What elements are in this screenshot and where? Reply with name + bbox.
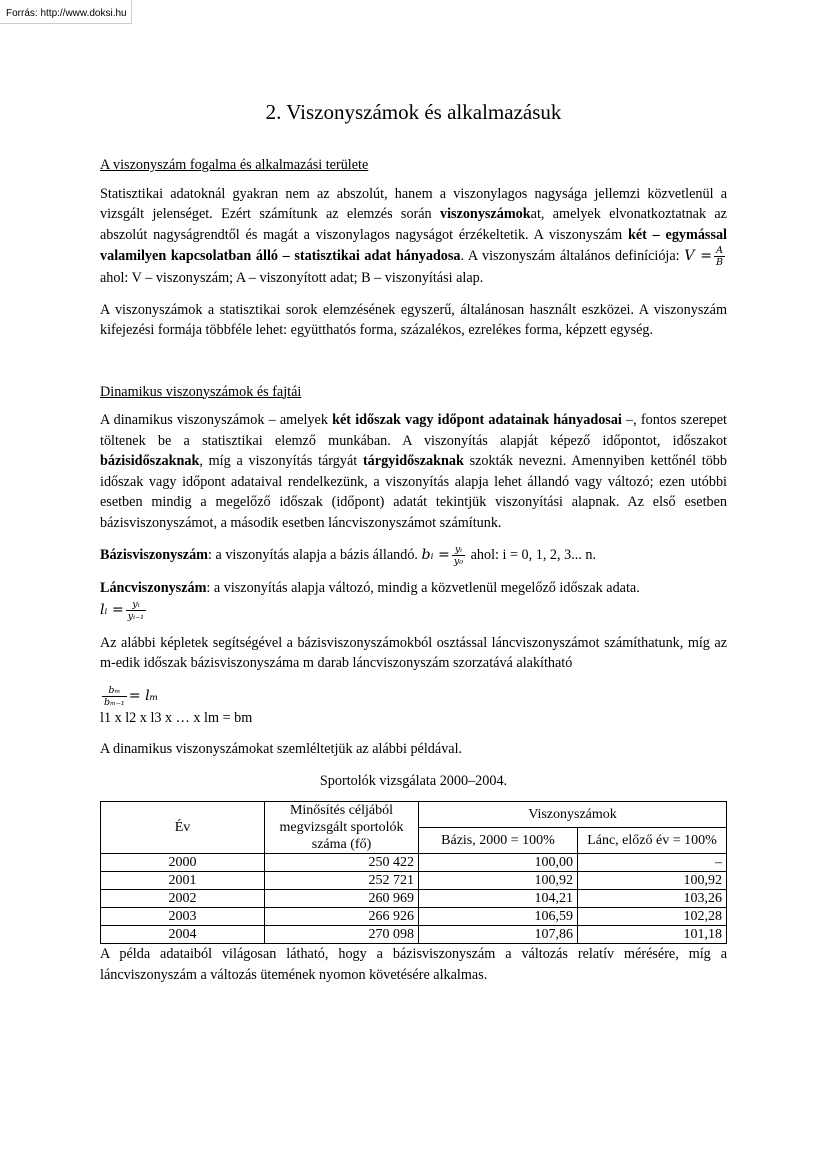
table-header-row	[101, 802, 727, 828]
text-run: : a viszonyítás alapja változó, mindig a közvetlenül megelőző időszak adata.	[206, 580, 640, 596]
cell-chain: –	[578, 854, 727, 872]
bold-term: viszonyszámok	[439, 206, 531, 222]
data-table	[100, 801, 727, 944]
text-run: . A viszonyszám általános definíciója:	[460, 247, 685, 264]
cell-chain: 101,18	[578, 926, 727, 944]
numerator: yᵢ	[452, 544, 465, 556]
cell-year: 2000	[101, 854, 265, 872]
section-heading-dynamic: Dinamikus viszonyszámok és fajtái	[100, 383, 302, 400]
bold-term: bázisidőszaknak	[100, 453, 200, 469]
bold-term: két időszak vagy időpont adatainak hányadosai	[332, 412, 622, 428]
header-chain: Lánc, előző év = 100%	[578, 828, 727, 854]
cell-base: 100,92	[419, 872, 578, 890]
formula-lhs: lᵢ =	[100, 601, 124, 618]
bold-term: Bázisviszonyszám	[100, 546, 208, 563]
denominator: yᵢ₋₁	[127, 610, 144, 622]
cell-count: 250 422	[265, 854, 419, 872]
cell-chain: 103,26	[578, 890, 727, 908]
table-row	[101, 890, 727, 908]
cell-count: 270 098	[265, 926, 419, 944]
table-row	[101, 854, 727, 872]
bold-term: Láncviszonyszám	[100, 580, 207, 596]
cell-base: 107,86	[419, 926, 578, 944]
header-count: Minősítés céljából megvizsgált sportolók száma (fő)	[265, 802, 419, 854]
cell-base: 100,00	[419, 854, 578, 872]
paragraph-dynamic	[100, 410, 727, 533]
cell-base: 104,21	[419, 890, 578, 908]
cell-count: 260 969	[265, 890, 419, 908]
denominator: B	[716, 257, 723, 268]
source-label: Forrás: http://www.doksi.hu	[0, 0, 132, 24]
paragraph-example-intro: A dinamikus viszonyszámokat szemléltetjük az alábbi példával.	[100, 741, 463, 757]
numerator: bₘ	[102, 685, 127, 697]
formula-block	[100, 685, 727, 729]
text-run: szokták nevezni. Amennyiben kettőnél több időszak vagy időpont adataival rendelkezünk, a viszonyítás alapja lehet állandó vagy változó; ezen utóbbi esetben mindig a megelőző időszak (időpont) adatát tekintjük viszonyítási alapnak. Az első esetben bázisviszonyszámot, a második esetben láncviszonyszámot számítunk.	[100, 453, 727, 531]
bold-term: tárgyidőszaknak	[362, 453, 464, 469]
paragraph-base-ratio	[100, 544, 727, 567]
formula-rhs: = lₘ	[128, 687, 159, 704]
text-run: A dinamikus viszonyszámok – amelyek	[100, 412, 333, 428]
denominator: bₘ₋₁	[104, 696, 125, 708]
paragraph-conclusion: A példa adataiból világosan látható, hogy a bázisviszonyszám a változás relatív mérésére, míg a láncviszonyszám a változás ütemének nyomon követésére alkalmas.	[100, 946, 727, 983]
numerator: A	[714, 245, 725, 257]
text-run: Statisztikai adatoknál gyakran nem az abszolút, hanem a viszonylagos nagysága jellemzi közvetlenül a vizsgált jelenséget. Ezért számítunk az elemzés során	[100, 185, 727, 222]
formula-lhs: V =	[684, 247, 713, 264]
paragraph-conversion: Az alábbi képletek segítségével a bázisviszonyszámokból osztással láncviszonyszámot számíthatunk, míg az m-edik időszak bázisviszonyszáma m darab láncviszonyszám szorzatává alakítható	[100, 634, 727, 671]
table-row	[101, 908, 727, 926]
header-base: Bázis, 2000 = 100%	[419, 828, 578, 854]
text-run: : a viszonyítás alapja a bázis állandó.	[207, 546, 422, 563]
cell-year: 2003	[101, 908, 265, 926]
formula-fraction	[714, 245, 725, 268]
cell-chain: 102,28	[578, 908, 727, 926]
page-title: 2. Viszonyszámok és alkalmazásuk	[265, 100, 562, 124]
formula-fraction	[126, 599, 146, 622]
cell-chain: 100,92	[578, 872, 727, 890]
cell-base: 106,59	[419, 908, 578, 926]
formula-fraction	[102, 685, 127, 708]
cell-count: 266 926	[265, 908, 419, 926]
formula-fraction	[452, 544, 465, 567]
text-run: ahol: V – viszonyszám; A – viszonyított adat; B – viszonyítási alap.	[100, 270, 484, 286]
table-row	[101, 926, 727, 944]
numerator: yᵢ	[126, 599, 146, 611]
section-heading-definition: A viszonyszám fogalma és alkalmazási területe	[100, 157, 369, 173]
cell-count: 252 721	[265, 872, 419, 890]
paragraph-definition	[100, 184, 727, 289]
text-run: at, amelyek elvonatkoztatnak az abszolút nagyságrendtől és magát a viszonylagos nagyságot érzékeltetik. A viszonyszám	[100, 206, 727, 243]
paragraph-forms: A viszonyszámok a statisztikai sorok elemzésének egyszerű, általánosan használt eszközei. A viszonyszám kifejezési formája többféle lehet: együtthatós forma, százalékos, ezrelékes forma, képzett egység.	[100, 301, 727, 338]
cell-year: 2002	[101, 890, 265, 908]
document-body	[100, 155, 727, 996]
header-year: Év	[101, 802, 265, 854]
table-row	[101, 872, 727, 890]
cell-year: 2004	[101, 926, 265, 944]
cell-year: 2001	[101, 872, 265, 890]
denominator: y₀	[453, 556, 464, 567]
text-run: ahol: i = 0, 1, 2, 3... n.	[467, 546, 597, 563]
text-run: –, fontos szerepet töltenek be a statisztikai elemző munkában. A viszonyítás alapját képező időpontot, időszakot	[100, 412, 727, 449]
bold-term: két – egymással valamilyen kapcsolatban álló – statisztikai adat hányadosa	[100, 226, 727, 264]
table-caption: Sportolók vizsgálata 2000–2004.	[319, 772, 508, 789]
header-ratios: Viszonyszámok	[419, 802, 727, 828]
text-run: , míg a viszonyítás tárgyát	[199, 453, 363, 469]
formula-product: l1 x l2 x l3 x … x lm = bm	[100, 709, 253, 726]
paragraph-chain-ratio	[100, 578, 727, 622]
formula-lhs: bᵢ =	[421, 546, 450, 563]
